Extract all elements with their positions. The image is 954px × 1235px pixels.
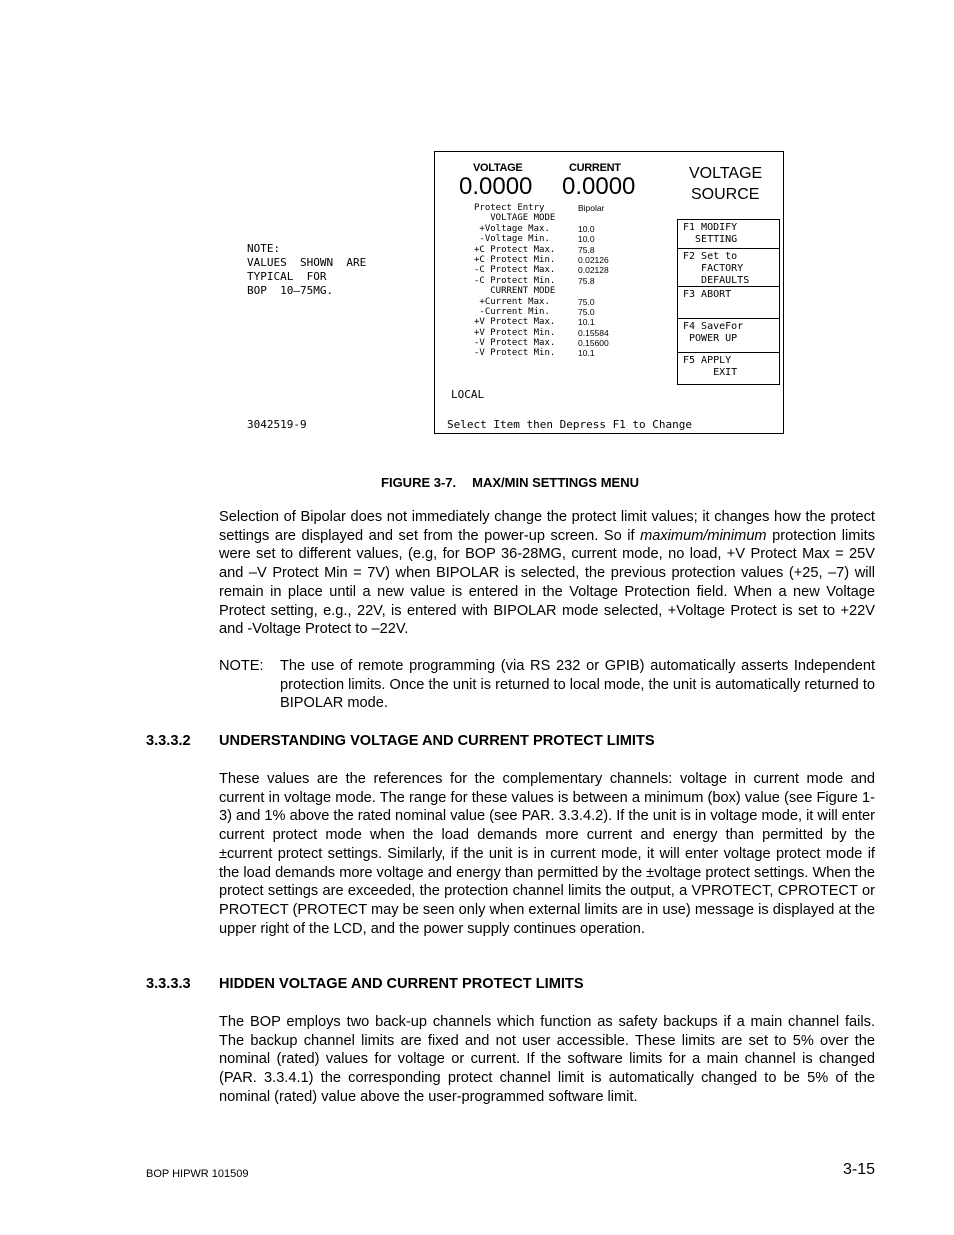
settings-row-value: 10.0 <box>578 223 595 234</box>
f4-save-for-power-up-button[interactable] <box>677 319 780 353</box>
settings-row-value: 75.0 <box>578 296 595 307</box>
settings-row[interactable] <box>474 275 595 286</box>
section-heading <box>146 733 655 749</box>
figure-note-line: VALUES SHOWN ARE <box>247 256 367 269</box>
function-key-panel <box>677 219 780 385</box>
mode-line-2: SOURCE <box>691 186 760 203</box>
settings-row-label: +V Protect Max. <box>474 317 556 328</box>
settings-row-value: 0.02128 <box>578 265 609 276</box>
settings-row-label: -V Protect Min. <box>474 348 556 359</box>
figure-caption <box>0 475 954 490</box>
settings-row[interactable] <box>474 348 595 359</box>
settings-row-label: +C Protect Max. <box>474 244 556 255</box>
section-title: UNDERSTANDING VOLTAGE AND CURRENT PROTECT LIMITS <box>219 733 655 749</box>
figure-caption-number: FIGURE 3-7. <box>381 475 457 490</box>
paragraph-emphasis: maximum/minimum <box>640 527 767 544</box>
settings-row-value: 0.15600 <box>578 338 609 349</box>
f5-apply-exit-button[interactable] <box>677 353 780 385</box>
note-text: The use of remote programming (via RS 232 or GPIB) automatically asserts Independent protection limits. Once the unit is returned to local mode, the unit is automatically returned to BIPOLAR mode. <box>280 658 875 712</box>
fkey-line: FACTORY <box>683 263 744 274</box>
settings-row[interactable] <box>474 254 609 265</box>
body-paragraph: These values are the references for the complementary channels: voltage in current mode and current in voltage mode. The range for these values is between a minimum (box) value (see Figure 1-3) and 1% above the rated nominal value (see PAR. 3.3.4.2). If the unit is in voltage mode, it will enter current protect mode when the load demands more current and energy than permitted by the ±current protect settings. Similarly, if the unit is in current mode, it will enter voltage protect mode if the load demands more voltage and energy than permitted by the ±voltage protect settings. When the protect settings are exceeded, the protection channel limits the output, a VPROTECT, CPROTECT or PROTECT (PROTECT may be seen only when external limits are in use) message is displayed at the upper right of the LCD, and the power supply continues operation. <box>219 771 875 937</box>
body-paragraph: The BOP employs two back-up channels which function as safety backups if a main channel fails. The backup channel limits are fixed and not user accessible. These limits are set to 5% over the nominal (rated) values for voltage or current. If the software limits for a main channel is changed (PAR. 3.3.4.1) the corresponding protect channel limit is automatically changed to be 5% of the nominal (rated) value above the user-programmed software limit. <box>219 1014 875 1105</box>
fkey-line: DEFAULTS <box>683 275 750 286</box>
section-title: HIDDEN VOLTAGE AND CURRENT PROTECT LIMITS <box>219 976 584 992</box>
local-indicator: LOCAL <box>451 388 485 401</box>
current-label: CURRENT <box>569 162 621 174</box>
settings-row[interactable] <box>474 203 605 213</box>
settings-row-label: -Voltage Min. <box>474 234 550 245</box>
fkey-line: POWER UP <box>683 333 738 344</box>
settings-row <box>474 213 555 223</box>
f3-abort-button[interactable] <box>677 287 780 319</box>
fkey-line: F2 Set to <box>683 251 738 262</box>
f1-modify-button[interactable] <box>677 219 780 249</box>
settings-row-label: +Current Max. <box>474 296 550 307</box>
settings-row-value: 10.1 <box>578 348 595 359</box>
settings-row[interactable] <box>474 296 595 307</box>
mode-line-1: VOLTAGE <box>689 165 763 182</box>
settings-row[interactable] <box>474 244 595 255</box>
settings-row[interactable] <box>474 338 609 349</box>
settings-row-label: -Current Min. <box>474 306 550 317</box>
settings-row-label: +C Protect Min. <box>474 254 556 265</box>
settings-row <box>474 286 555 296</box>
settings-row-label: -C Protect Min. <box>474 275 556 286</box>
fkey-line: SETTING <box>683 234 738 245</box>
lcd-status-line: Select Item then Depress F1 to Change <box>447 418 693 431</box>
settings-row-value: 10.1 <box>578 317 595 328</box>
f2-factory-defaults-button[interactable] <box>677 249 780 287</box>
settings-row-value: 10.0 <box>578 234 595 245</box>
settings-row-value: 75.0 <box>578 306 595 317</box>
section-number: 3.3.3.3 <box>146 976 191 992</box>
settings-row[interactable] <box>474 234 595 245</box>
settings-list <box>474 203 609 359</box>
settings-row-value: 75.8 <box>578 244 595 255</box>
fkey-line: F3 ABORT <box>683 289 732 300</box>
note-block <box>219 657 875 713</box>
settings-row[interactable] <box>474 265 609 276</box>
figure-note-line: BOP 10–75MG. <box>247 284 334 297</box>
settings-row-label: +V Protect Min. <box>474 327 556 338</box>
settings-row-value: Bipolar <box>578 203 605 213</box>
paragraph-text: protection limits were set to different values, (e.g, for BOP 36-28MG, current mode, no load, +V Protect Max = 25V and –V Protect Min = 7V) when BIPOLAR is selected, the previous protection values (+25, –7) will remain in place until a new value is entered in the Voltage Protection field. When a new Voltage Protect setting, e.g., 22V, is entered with BIPOLAR mode selected, +Voltage Protect is set to +22V and -Voltage Protect to –22V. <box>219 527 875 638</box>
note-label: NOTE: <box>219 658 264 674</box>
settings-row-value: 0.15584 <box>578 327 609 338</box>
settings-row-label: CURRENT MODE <box>474 286 556 297</box>
section-number: 3.3.3.2 <box>146 733 191 749</box>
figure-id: 3042519-9 <box>247 418 307 431</box>
settings-row[interactable] <box>474 306 595 317</box>
settings-row[interactable] <box>474 327 609 338</box>
fkey-line: F5 APPLY <box>683 355 732 366</box>
settings-row-label: Protect Entry <box>474 203 545 213</box>
settings-row-label: +Voltage Max. <box>474 223 550 234</box>
lcd-screen <box>434 151 784 434</box>
settings-row-label: -C Protect Max. <box>474 265 556 276</box>
settings-row[interactable] <box>474 223 595 234</box>
section-heading <box>146 976 584 992</box>
current-readout: 0.0000 <box>562 173 636 200</box>
figure-note-line: NOTE: <box>247 242 281 255</box>
figure-note <box>247 242 366 298</box>
voltage-label: VOLTAGE <box>473 162 523 174</box>
paragraph-text: Selection of Bipolar does not immediately change the protect limit values; it changes how the protect settings are displayed and set from the power-up screen. So if <box>219 509 875 544</box>
fkey-line: EXIT <box>683 367 738 378</box>
body-paragraph <box>219 508 875 639</box>
settings-row-value: 75.8 <box>578 275 595 286</box>
figure-caption-title: MAX/MIN SETTINGS MENU <box>472 475 639 490</box>
settings-row[interactable] <box>474 317 595 328</box>
voltage-readout: 0.0000 <box>459 173 533 200</box>
footer-doc-id: BOP HIPWR 101509 <box>146 1168 249 1180</box>
fkey-line: F1 MODIFY <box>683 222 738 233</box>
fkey-line: F4 SaveFor <box>683 321 744 332</box>
settings-row-label: VOLTAGE MODE <box>474 213 556 224</box>
settings-row-value: 0.02126 <box>578 254 609 265</box>
settings-row-label: -V Protect Max. <box>474 338 556 349</box>
figure-note-line: TYPICAL FOR <box>247 270 327 283</box>
page-number: 3-15 <box>843 1161 876 1178</box>
